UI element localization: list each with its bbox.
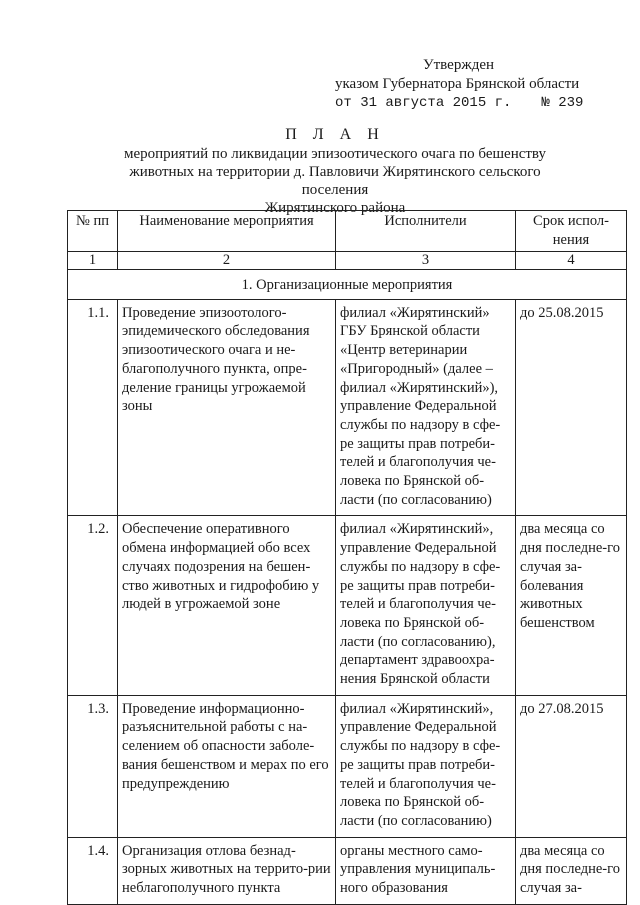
section-title: 1. Организационные мероприятия: [68, 270, 627, 300]
column-number: 4: [516, 252, 627, 270]
header-number: № пп: [68, 211, 118, 252]
approved-by: указом Губернатора Брянской области: [335, 76, 580, 92]
row-executors: филиал «Жирятинский», управление Федеральной службы по надзору в сфе-ре защиты прав потреби-телей и благополучия че-ловека по Брянской об-ласти (по согласованию): [336, 695, 516, 837]
row-term: два месяца со дня последне-го случая за-болевания животных бешенством: [516, 516, 627, 695]
approval-stamp: [335, 56, 583, 113]
title-line-2: животных на территории д. Павловичи Жирятинского сельского поселения: [129, 164, 541, 198]
column-number: 2: [118, 252, 336, 270]
table-row: [68, 837, 627, 904]
row-executors: филиал «Жирятинский», управление Федеральной службы по надзору в сфе-ре защиты прав потреби-телей и благополучия че-ловека по Брянской об-ласти (по согласованию), департамент здравоохра-нения Брянской области: [336, 516, 516, 695]
title-line-1: мероприятий по ликвидации эпизоотического очага по бешенству: [123, 146, 547, 162]
approved-date-line: [335, 94, 583, 113]
row-name: Проведение информационно-разъяснительной работы с на-селением об опасности заболе-вания бешенством и мерах по его предупреждению: [118, 695, 336, 837]
header-name: Наименование мероприятия: [118, 211, 336, 252]
plan-table: [67, 210, 627, 905]
row-name: Проведение эпизоотолого-эпидемического обследования эпизоотического очага и не-благополучного пункта, опре-деление границы угрожаемой зоны: [118, 299, 336, 516]
document-title: [100, 126, 570, 217]
header-executors: Исполнители: [336, 211, 516, 252]
title-line-3: Жирятинского района: [264, 200, 406, 216]
section-row: [68, 270, 627, 300]
column-number: 1: [68, 252, 118, 270]
row-number: 1.1.: [68, 299, 118, 516]
approved-number: № 239: [541, 95, 584, 111]
table-row: [68, 695, 627, 837]
row-number: 1.2.: [68, 516, 118, 695]
table-row: [68, 516, 627, 695]
approved-title: Утвержден: [423, 57, 495, 73]
row-name: Организация отлова безнад-зорных животных на террито-рии неблагополучного пункта: [118, 837, 336, 904]
approved-date: от 31 августа 2015 г.: [335, 95, 512, 111]
table-row: [68, 299, 627, 516]
row-executors: филиал «Жирятинский» ГБУ Брянской области «Центр ветеринарии «Пригородный» (далее – филиал «Жирятинский»), управление Федеральной службы по надзору в сфе-ре защиты прав потреби-телей и благополучия че-ловека по Брянской об-ласти (по согласованию): [336, 299, 516, 516]
row-term: два месяца со дня последне-го случая за-: [516, 837, 627, 904]
row-term: до 27.08.2015: [516, 695, 627, 837]
plan-heading: П Л А Н: [285, 126, 385, 143]
column-number-row: [68, 252, 627, 270]
row-executors: органы местного само-управления муниципаль-ного образования: [336, 837, 516, 904]
row-term: до 25.08.2015: [516, 299, 627, 516]
header-term: Срок испол-нения: [516, 211, 627, 252]
row-number: 1.4.: [68, 837, 118, 904]
row-name: Обеспечение оперативного обмена информацией обо всех случаях подозрения на бешен-ство животных и гидрофобию у людей в угрожаемой зоне: [118, 516, 336, 695]
table-header-row: [68, 211, 627, 252]
row-number: 1.3.: [68, 695, 118, 837]
column-number: 3: [336, 252, 516, 270]
